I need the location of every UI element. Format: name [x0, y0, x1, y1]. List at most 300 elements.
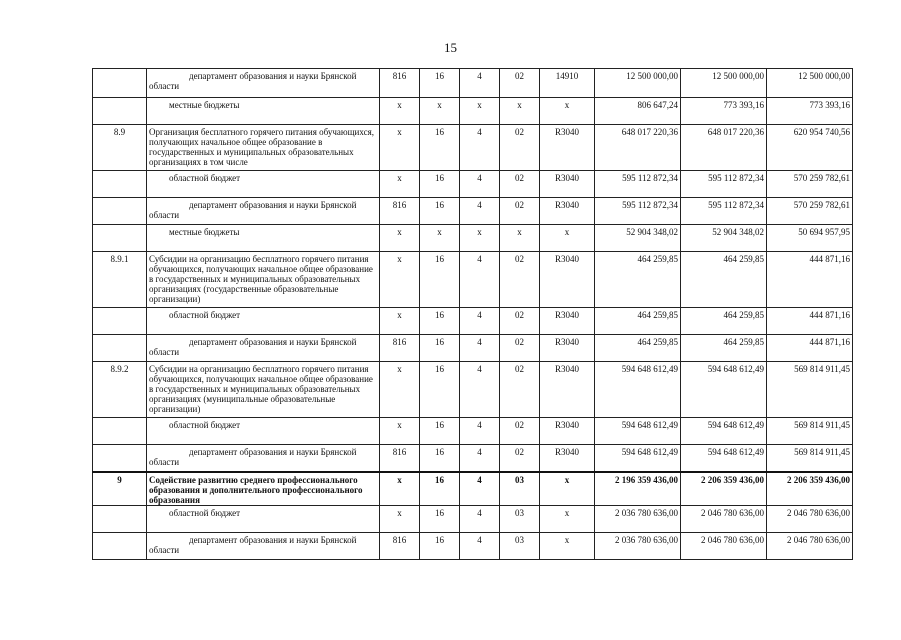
amount-year-3-text: 620 954 740,56	[793, 127, 850, 137]
amount-year-1-text: 464 259,85	[637, 337, 678, 347]
row-name-text: департамент образования и науки Брянской области	[149, 71, 357, 91]
code-program	[420, 171, 460, 198]
amount-year-3	[767, 472, 853, 506]
amount-year-1-text: 595 112 872,34	[622, 173, 678, 183]
code-direction	[540, 472, 595, 506]
amount-year-2	[681, 418, 767, 445]
code-direction	[540, 252, 595, 308]
amount-year-2-text: 2 046 780 636,00	[701, 507, 764, 518]
row-name-text: областной бюджет	[169, 507, 241, 518]
code-direction-text: x	[564, 100, 570, 110]
code-ministry	[380, 418, 420, 445]
code-program-text: 16	[435, 71, 444, 81]
row-name	[147, 69, 380, 98]
code-direction	[540, 445, 595, 472]
row-name-text: областной бюджет	[169, 173, 241, 183]
row-name-text: департамент образования и науки Брянской области	[149, 337, 357, 357]
amount-year-1	[595, 362, 681, 418]
code-subprogram-text: 4	[477, 420, 482, 430]
amount-year-2	[681, 125, 767, 171]
code-direction-text: R3040	[554, 364, 579, 374]
code-event-text: 02	[515, 310, 524, 320]
code-event-text: 02	[515, 337, 524, 347]
amount-year-1	[595, 198, 681, 225]
code-event	[500, 69, 540, 98]
row-number-text: 8.9.1	[110, 254, 129, 264]
code-ministry	[380, 252, 420, 308]
code-event	[500, 445, 540, 472]
code-direction-text: R3040	[554, 127, 579, 137]
code-ministry	[380, 445, 420, 472]
amount-year-3	[767, 171, 853, 198]
code-direction-text: 14910	[555, 71, 579, 81]
amount-year-2-text: 595 112 872,34	[708, 200, 764, 210]
amount-year-3	[767, 69, 853, 98]
row-number	[93, 308, 147, 335]
code-ministry-text: 816	[392, 337, 407, 347]
code-program-text: 16	[435, 310, 444, 320]
amount-year-3-text: 444 871,16	[809, 310, 850, 320]
code-program	[420, 445, 460, 472]
row-name	[147, 125, 380, 171]
code-ministry	[380, 335, 420, 362]
code-program-text: 16	[435, 534, 444, 545]
row-name-text: департамент образования и науки Брянской области	[149, 534, 357, 555]
budget-table	[92, 68, 853, 560]
amount-year-1-text: 464 259,85	[637, 254, 678, 264]
code-subprogram-text: 4	[477, 474, 482, 485]
row-name	[147, 532, 380, 559]
code-event-text: 03	[515, 507, 524, 518]
row-name	[147, 198, 380, 225]
amount-year-1	[595, 418, 681, 445]
amount-year-2-text: 52 904 348,02	[712, 227, 764, 237]
row-name	[147, 335, 380, 362]
code-program	[420, 252, 460, 308]
table-row	[93, 362, 853, 418]
code-subprogram	[460, 472, 500, 506]
code-ministry-text: 816	[392, 534, 407, 545]
code-subprogram-text: 4	[477, 337, 482, 347]
amount-year-2	[681, 69, 767, 98]
amount-year-1-text: 12 500 000,00	[626, 71, 678, 81]
code-direction	[540, 418, 595, 445]
code-program	[420, 532, 460, 559]
code-program	[420, 98, 460, 125]
amount-year-2	[681, 445, 767, 472]
code-event-text: 02	[515, 71, 524, 81]
row-name-text: Субсидии на организацию бесплатного горячего питания обучающихся, получающих начальное общее образование в государственных и муниципальных образовательных организациях (муниципальные образовательные организации)	[149, 364, 373, 414]
row-number-text: 8.9.2	[110, 364, 129, 374]
code-direction-text: R3040	[554, 173, 579, 183]
code-direction	[540, 362, 595, 418]
row-name-text: местные бюджеты	[169, 227, 240, 237]
code-subprogram	[460, 225, 500, 252]
row-number	[93, 252, 147, 308]
row-name	[147, 308, 380, 335]
code-event	[500, 125, 540, 171]
code-subprogram	[460, 532, 500, 559]
amount-year-2-text: 594 648 612,49	[707, 420, 764, 430]
amount-year-1	[595, 472, 681, 506]
code-ministry-text: 816	[392, 71, 407, 81]
amount-year-2	[681, 98, 767, 125]
row-number-text: 8.9	[113, 127, 126, 137]
amount-year-3-text: 773 393,16	[809, 100, 850, 110]
code-subprogram-text: 4	[477, 447, 482, 457]
amount-year-3	[767, 505, 853, 532]
amount-year-2-text: 464 259,85	[723, 337, 764, 347]
code-ministry-text: 816	[392, 200, 407, 210]
amount-year-2	[681, 225, 767, 252]
code-subprogram	[460, 362, 500, 418]
code-subprogram	[460, 445, 500, 472]
row-number	[93, 362, 147, 418]
code-direction-text: R3040	[554, 447, 579, 457]
row-number	[93, 98, 147, 125]
amount-year-1	[595, 225, 681, 252]
table-row	[93, 125, 853, 171]
amount-year-1	[595, 445, 681, 472]
code-ministry	[380, 472, 420, 506]
row-name	[147, 225, 380, 252]
code-direction-text: R3040	[554, 337, 579, 347]
amount-year-2	[681, 335, 767, 362]
code-program-text: 16	[435, 254, 444, 264]
code-direction-text: x	[564, 534, 570, 545]
row-name	[147, 171, 380, 198]
code-ministry-text: x	[397, 364, 402, 374]
amount-year-3-text: 444 871,16	[809, 254, 850, 264]
code-ministry-text: x	[397, 474, 402, 485]
code-ministry-text: x	[397, 100, 402, 110]
code-program-text: 16	[435, 200, 444, 210]
code-program	[420, 362, 460, 418]
code-event	[500, 505, 540, 532]
code-subprogram-text: 4	[477, 71, 482, 81]
amount-year-3	[767, 198, 853, 225]
code-program	[420, 308, 460, 335]
code-subprogram-text: 4	[477, 173, 482, 183]
code-program-text: 16	[435, 420, 444, 430]
code-subprogram-text: x	[477, 100, 482, 110]
amount-year-3-text: 50 694 957,95	[798, 227, 850, 237]
page-number: 15	[444, 40, 457, 55]
code-direction	[540, 308, 595, 335]
amount-year-1	[595, 125, 681, 171]
code-subprogram	[460, 198, 500, 225]
table-row	[93, 472, 853, 506]
amount-year-1	[595, 532, 681, 559]
code-event	[500, 532, 540, 559]
row-number	[93, 445, 147, 472]
table-row	[93, 445, 853, 472]
code-event	[500, 362, 540, 418]
code-program-text: 16	[435, 507, 444, 518]
row-number	[93, 125, 147, 171]
code-event	[500, 335, 540, 362]
code-direction-text: R3040	[554, 420, 579, 430]
code-subprogram	[460, 252, 500, 308]
amount-year-3-text: 569 814 911,45	[794, 364, 850, 374]
code-event	[500, 98, 540, 125]
amount-year-1-text: 595 112 872,34	[622, 200, 678, 210]
row-number	[93, 532, 147, 559]
amount-year-1	[595, 505, 681, 532]
amount-year-3-text: 2 046 780 636,00	[787, 534, 850, 545]
amount-year-3	[767, 125, 853, 171]
amount-year-2	[681, 362, 767, 418]
amount-year-1	[595, 252, 681, 308]
amount-year-3	[767, 308, 853, 335]
amount-year-1-text: 464 259,85	[637, 310, 678, 320]
code-program	[420, 225, 460, 252]
row-number	[93, 171, 147, 198]
code-subprogram	[460, 98, 500, 125]
row-number	[93, 418, 147, 445]
code-direction-text: R3040	[554, 310, 579, 320]
code-event	[500, 252, 540, 308]
code-direction	[540, 225, 595, 252]
code-ministry	[380, 69, 420, 98]
amount-year-3-text: 569 814 911,45	[794, 420, 850, 430]
amount-year-2-text: 773 393,16	[723, 100, 764, 110]
code-direction	[540, 125, 595, 171]
amount-year-3-text: 2 206 359 436,00	[787, 474, 850, 485]
code-event-text: x	[517, 227, 522, 237]
row-name	[147, 445, 380, 472]
row-name	[147, 362, 380, 418]
amount-year-2	[681, 472, 767, 506]
row-name	[147, 98, 380, 125]
code-program-text: x	[437, 227, 442, 237]
table-row	[93, 505, 853, 532]
amount-year-3-text: 444 871,16	[809, 337, 850, 347]
code-subprogram	[460, 335, 500, 362]
row-name-text: областной бюджет	[169, 420, 241, 430]
row-name-text: департамент образования и науки Брянской области	[149, 200, 357, 220]
code-ministry-text: x	[397, 507, 402, 518]
code-subprogram-text: 4	[477, 310, 482, 320]
code-ministry	[380, 125, 420, 171]
code-program-text: 16	[435, 337, 444, 347]
row-number-text: 9	[117, 474, 122, 485]
code-ministry	[380, 532, 420, 559]
code-event	[500, 418, 540, 445]
code-direction	[540, 335, 595, 362]
amount-year-1-text: 648 017 220,36	[621, 127, 678, 137]
code-event-text: 02	[515, 127, 524, 137]
code-event	[500, 198, 540, 225]
code-direction	[540, 532, 595, 559]
amount-year-3	[767, 362, 853, 418]
amount-year-2-text: 2 206 359 436,00	[701, 474, 764, 485]
table-row	[93, 171, 853, 198]
table-row	[93, 225, 853, 252]
code-subprogram	[460, 125, 500, 171]
row-name	[147, 252, 380, 308]
amount-year-2	[681, 252, 767, 308]
code-direction	[540, 171, 595, 198]
row-name-text: областной бюджет	[169, 310, 241, 320]
table-row	[93, 335, 853, 362]
code-event-text: x	[517, 100, 522, 110]
amount-year-1	[595, 308, 681, 335]
amount-year-1-text: 594 648 612,49	[621, 447, 678, 457]
code-event-text: 02	[515, 420, 524, 430]
code-ministry	[380, 171, 420, 198]
code-ministry	[380, 225, 420, 252]
code-event-text: 03	[515, 474, 524, 485]
code-ministry	[380, 505, 420, 532]
code-event-text: 02	[515, 364, 524, 374]
code-ministry-text: x	[397, 127, 402, 137]
table-row	[93, 69, 853, 98]
code-ministry-text: x	[397, 254, 402, 264]
amount-year-2-text: 464 259,85	[723, 254, 764, 264]
code-ministry	[380, 198, 420, 225]
code-ministry-text: x	[397, 310, 402, 320]
row-number	[93, 472, 147, 506]
code-subprogram-text: 4	[477, 200, 482, 210]
code-program-text: 16	[435, 447, 444, 457]
amount-year-2-text: 464 259,85	[723, 310, 764, 320]
code-ministry-text: 816	[392, 447, 407, 457]
code-direction	[540, 198, 595, 225]
amount-year-2	[681, 198, 767, 225]
row-name-text: Организация бесплатного горячего питания обучающихся, получающих начальное общее образование в государственных и муниципальных образовательных организациях в том числе	[149, 127, 374, 167]
amount-year-1	[595, 171, 681, 198]
amount-year-1	[595, 98, 681, 125]
amount-year-1-text: 52 904 348,02	[626, 227, 678, 237]
code-ministry	[380, 98, 420, 125]
table-body	[93, 69, 853, 560]
code-event-text: 02	[515, 200, 524, 210]
code-program	[420, 69, 460, 98]
amount-year-3-text: 570 259 782,61	[793, 200, 850, 210]
code-program	[420, 472, 460, 506]
amount-year-3	[767, 252, 853, 308]
amount-year-2-text: 2 046 780 636,00	[701, 534, 764, 545]
code-program-text: 16	[435, 127, 444, 137]
table-row	[93, 532, 853, 559]
code-subprogram	[460, 418, 500, 445]
amount-year-2	[681, 171, 767, 198]
code-ministry-text: x	[397, 173, 402, 183]
code-ministry-text: x	[397, 420, 402, 430]
code-direction-text: x	[564, 474, 570, 485]
code-program-text: x	[437, 100, 442, 110]
table-row	[93, 308, 853, 335]
code-program-text: 16	[435, 173, 444, 183]
row-name	[147, 472, 380, 506]
amount-year-1-text: 2 036 780 636,00	[615, 534, 678, 545]
code-subprogram	[460, 308, 500, 335]
code-event-text: 03	[515, 534, 524, 545]
code-subprogram-text: 4	[477, 364, 482, 374]
amount-year-2-text: 12 500 000,00	[712, 71, 764, 81]
row-name	[147, 418, 380, 445]
table-row	[93, 418, 853, 445]
code-ministry-text: x	[397, 227, 402, 237]
code-event-text: 02	[515, 173, 524, 183]
code-direction-text: x	[564, 507, 570, 518]
code-program	[420, 125, 460, 171]
amount-year-1	[595, 69, 681, 98]
code-ministry	[380, 362, 420, 418]
row-name-text: Содействие развитию среднего профессионального образования и дополнительного профессионального образования	[149, 474, 363, 505]
code-subprogram-text: 4	[477, 507, 482, 518]
amount-year-2	[681, 505, 767, 532]
amount-year-2-text: 594 648 612,49	[707, 364, 764, 374]
amount-year-2-text: 648 017 220,36	[707, 127, 764, 137]
amount-year-2	[681, 532, 767, 559]
amount-year-3-text: 2 046 780 636,00	[787, 507, 850, 518]
code-program	[420, 335, 460, 362]
row-number	[93, 225, 147, 252]
code-program	[420, 418, 460, 445]
code-program	[420, 505, 460, 532]
row-number	[93, 335, 147, 362]
code-program-text: 16	[435, 364, 444, 374]
table-row	[93, 198, 853, 225]
amount-year-3-text: 12 500 000,00	[798, 71, 850, 81]
code-program-text: 16	[435, 474, 444, 485]
row-number	[93, 505, 147, 532]
code-event	[500, 308, 540, 335]
row-name-text: Субсидии на организацию бесплатного горячего питания обучающихся, получающих начальное общее образование в государственных и муниципальных образовательных организациях (государственные образовательные организации)	[149, 254, 373, 304]
amount-year-3	[767, 418, 853, 445]
amount-year-2	[681, 308, 767, 335]
code-subprogram-text: 4	[477, 534, 482, 545]
amount-year-1-text: 594 648 612,49	[621, 420, 678, 430]
row-number	[93, 69, 147, 98]
amount-year-1-text: 2 196 359 436,00	[615, 474, 678, 485]
code-event-text: 02	[515, 447, 524, 457]
code-subprogram	[460, 505, 500, 532]
amount-year-1-text: 594 648 612,49	[621, 364, 678, 374]
code-subprogram-text: 4	[477, 127, 482, 137]
code-subprogram	[460, 171, 500, 198]
table-row	[93, 98, 853, 125]
code-program	[420, 198, 460, 225]
amount-year-2-text: 594 648 612,49	[707, 447, 764, 457]
amount-year-3	[767, 532, 853, 559]
code-event	[500, 225, 540, 252]
amount-year-1	[595, 335, 681, 362]
code-event-text: 02	[515, 254, 524, 264]
code-direction	[540, 98, 595, 125]
row-name-text: местные бюджеты	[169, 100, 240, 110]
code-event	[500, 472, 540, 506]
amount-year-3	[767, 445, 853, 472]
code-subprogram-text: x	[477, 227, 482, 237]
row-number	[93, 198, 147, 225]
amount-year-3-text: 570 259 782,61	[793, 173, 850, 183]
code-direction	[540, 505, 595, 532]
code-ministry	[380, 308, 420, 335]
code-event	[500, 171, 540, 198]
row-name-text: департамент образования и науки Брянской области	[149, 447, 357, 467]
amount-year-2-text: 595 112 872,34	[708, 173, 764, 183]
row-name	[147, 505, 380, 532]
code-direction-text: R3040	[554, 254, 579, 264]
amount-year-3-text: 569 814 911,45	[794, 447, 850, 457]
amount-year-1-text: 806 647,24	[637, 100, 678, 110]
amount-year-3	[767, 98, 853, 125]
amount-year-3	[767, 225, 853, 252]
amount-year-3	[767, 335, 853, 362]
